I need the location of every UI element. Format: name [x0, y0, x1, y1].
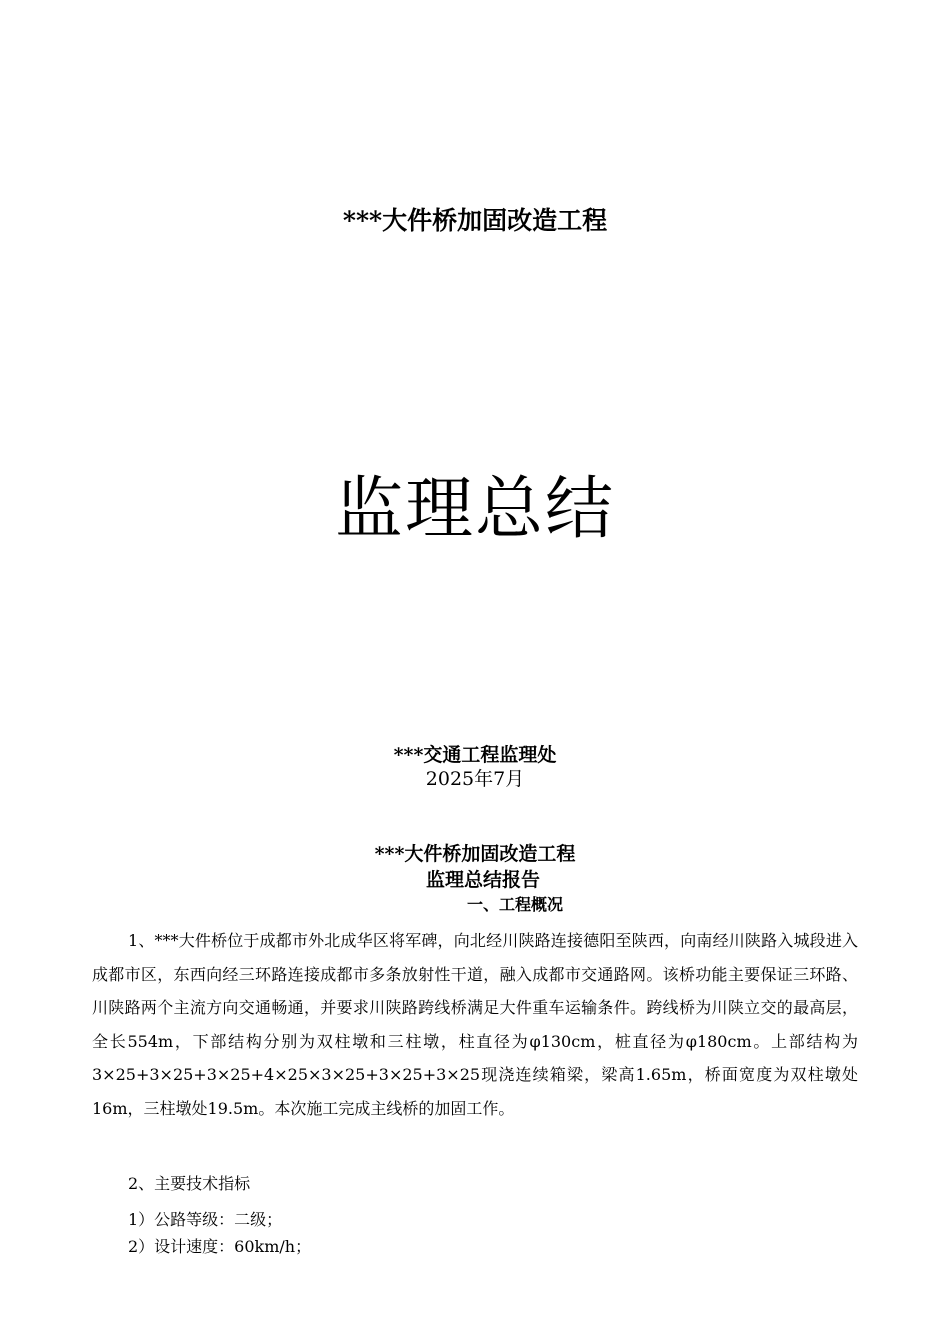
list-item: 1）公路等级：二级； [128, 1210, 283, 1229]
report-project-title: ***大件桥加固改造工程 [374, 843, 576, 865]
section-heading: 一、工程概况 [466, 895, 563, 914]
report-title: 监理总结报告 [425, 869, 540, 891]
cover-project-title: ***大件桥加固改造工程 [342, 206, 608, 235]
subheading-technical-indicators: 2、主要技术指标 [128, 1174, 251, 1193]
overview-paragraph: 1、***大件桥位于成都市外北成华区将军碑，向北经川陕路连接德阳至陕西，向南经川陕路入城段进入成都市区，东西向经三环路连接成都市多条放射性干道，融入成都市交通路网。该桥功能主要保证三环路、川陕路两个主流方向交通畅通，并要求川陕路跨线桥满足大件重车运输条件。跨线桥为川陕立交的最高层，全长554m，下部结构分别为双柱墩和三柱墩，柱直径为φ130cm，桩直径为φ180cm。上部结构为3×25+3×25+3×25+4×25×3×25+3×25+3×25现浇连续箱梁，梁高1.65m，桥面宽度为双柱墩处16m，三柱墩处19.5m。本次施工完成主线桥的加固工作。 [92, 931, 858, 1118]
list-item: 2）设计速度：60km/h； [128, 1237, 312, 1256]
cover-document-title: 监理总结 [334, 470, 615, 549]
cover-date: 2025年7月 [425, 768, 525, 790]
cover-organization: ***交通工程监理处 [393, 744, 557, 766]
